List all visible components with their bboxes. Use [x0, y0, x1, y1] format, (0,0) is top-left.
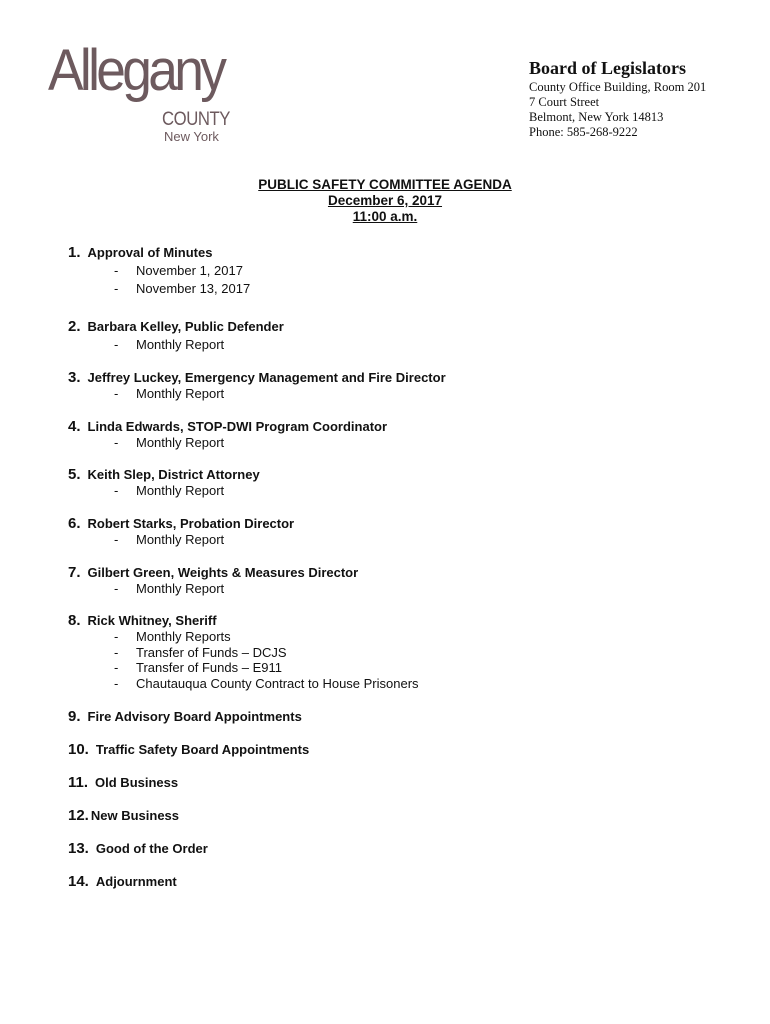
agenda-subitem	[68, 660, 282, 676]
agenda-subitem	[68, 337, 284, 353]
board-address-line: Belmont, New York 14813	[529, 110, 664, 124]
agenda-subitem-text: Monthly Report	[136, 435, 225, 450]
agenda-item-heading	[68, 370, 446, 386]
agenda-item-number: 3.	[68, 369, 81, 386]
bullet-dash: -	[114, 386, 119, 401]
logo-wordmark: Allegany	[48, 38, 224, 103]
agenda-item-number: 9.	[68, 708, 81, 725]
agenda-item-title: Jeffrey Luckey, Emergency Management and Fire Director	[87, 370, 446, 385]
county-logo	[48, 38, 248, 146]
agenda-item	[68, 742, 309, 758]
agenda-item	[68, 244, 251, 299]
agenda-item-title: Barbara Kelley, Public Defender	[87, 319, 284, 334]
agenda-item-heading	[68, 775, 178, 791]
agenda-subitem-text: November 1, 2017	[136, 263, 243, 278]
agenda-subitem-text: Monthly Report	[136, 532, 225, 547]
agenda-item-number: 10.	[68, 741, 89, 758]
agenda-item-title: Traffic Safety Board Appointments	[95, 742, 310, 757]
agenda-item-title: Adjournment	[95, 874, 177, 889]
bullet-dash: -	[114, 281, 119, 296]
agenda-subitem	[68, 675, 419, 692]
agenda-item-number: 13.	[68, 840, 89, 857]
bullet-dash: -	[114, 675, 119, 691]
agenda-item-number: 5.	[68, 466, 81, 483]
agenda-item-heading	[68, 319, 284, 335]
agenda-subitem	[68, 532, 294, 548]
agenda-subitem-text: November 13, 2017	[136, 281, 251, 296]
bullet-dash: -	[114, 629, 119, 644]
agenda-date: December 6, 2017	[327, 193, 443, 208]
agenda-item-heading	[68, 419, 387, 435]
agenda-item-heading	[68, 613, 217, 629]
agenda-subitem	[68, 435, 387, 451]
agenda-item-number: 4.	[68, 418, 81, 435]
agenda-item-title: Rick Whitney, Sheriff	[87, 613, 217, 628]
agenda-item-heading	[68, 841, 208, 857]
agenda-item	[68, 319, 284, 353]
board-address-line: 7 Court Street	[529, 95, 600, 109]
bullet-dash: -	[114, 660, 119, 675]
bullet-dash: -	[114, 483, 119, 498]
agenda-subitem-text: Monthly Report	[136, 483, 225, 498]
agenda-item-title: Old Business	[95, 775, 179, 790]
agenda-time: 11:00 a.m.	[352, 209, 418, 224]
agenda-subitem-text: Monthly Report	[136, 386, 225, 401]
bullet-dash: -	[114, 581, 119, 596]
agenda-item	[68, 775, 178, 791]
agenda-subitem-text: Transfer of Funds – E911	[136, 660, 282, 675]
agenda-item-title: Keith Slep, District Attorney	[87, 467, 260, 482]
agenda-item-heading	[68, 709, 302, 725]
agenda-item	[68, 516, 294, 548]
agenda-item	[68, 709, 302, 725]
bullet-dash: -	[114, 532, 119, 547]
agenda-item-heading	[68, 874, 177, 890]
agenda-subitem	[68, 483, 260, 499]
board-letterhead	[529, 58, 706, 140]
agenda-item	[68, 841, 208, 857]
logo-state-text: New York	[164, 129, 219, 144]
agenda-item-heading	[68, 808, 179, 824]
agenda-item-heading	[68, 245, 212, 261]
bullet-dash: -	[114, 263, 119, 278]
agenda-item	[68, 808, 179, 824]
agenda-item-heading	[68, 742, 309, 758]
agenda-item-heading	[68, 565, 358, 581]
agenda-item-heading	[68, 516, 294, 532]
agenda-item-number: 12.	[68, 807, 89, 824]
agenda-item	[68, 370, 446, 402]
logo-county-text: COUNTY	[162, 109, 230, 130]
agenda-item	[68, 612, 419, 691]
agenda-item	[68, 467, 260, 499]
agenda-item-number: 2.	[68, 318, 81, 335]
agenda-item-number: 11.	[68, 774, 89, 791]
agenda-heading	[0, 177, 770, 225]
agenda-subitem-text: Chautauqua County Contract to House Prisoners	[136, 675, 419, 691]
agenda-subitem	[68, 581, 358, 597]
agenda-title: PUBLIC SAFETY COMMITTEE AGENDA	[258, 177, 512, 192]
agenda-item-number: 6.	[68, 515, 81, 532]
bullet-dash: -	[114, 644, 119, 660]
agenda-item-title: Linda Edwards, STOP-DWI Program Coordinator	[87, 419, 388, 434]
agenda-item-number: 1.	[68, 244, 81, 261]
agenda-item-heading	[68, 467, 260, 483]
agenda-subitem-text: Monthly Report	[136, 581, 225, 596]
agenda-item-number: 8.	[68, 612, 81, 629]
agenda-item-title: Gilbert Green, Weights & Measures Director	[87, 565, 359, 580]
agenda-item-title: Good of the Order	[95, 841, 208, 856]
agenda-item-title: Fire Advisory Board Appointments	[87, 709, 302, 724]
agenda-subitem	[68, 281, 251, 299]
agenda-subitem-text: Monthly Reports	[136, 629, 231, 644]
agenda-subitem-text: Transfer of Funds – DCJS	[136, 644, 287, 660]
board-phone: Phone: 585-268-9222	[529, 125, 638, 139]
agenda-subitem	[68, 386, 446, 402]
agenda-subitem	[68, 629, 231, 645]
bullet-dash: -	[114, 435, 119, 450]
agenda-item	[68, 874, 177, 890]
agenda-subitem	[68, 263, 243, 281]
agenda-item	[68, 565, 358, 597]
agenda-item-number: 14.	[68, 873, 89, 890]
agenda-item-number: 7.	[68, 564, 81, 581]
agenda-item	[68, 419, 387, 451]
board-title: Board of Legislators	[529, 58, 686, 78]
agenda-item-title: Robert Starks, Probation Director	[87, 516, 295, 531]
agenda-subitem-text: Monthly Report	[136, 337, 225, 352]
board-address-line: County Office Building, Room 201	[529, 80, 707, 94]
bullet-dash: -	[114, 337, 119, 352]
agenda-item-title: New Business	[90, 808, 180, 823]
agenda-item-title: Approval of Minutes	[87, 245, 213, 260]
agenda-subitem	[68, 644, 287, 661]
